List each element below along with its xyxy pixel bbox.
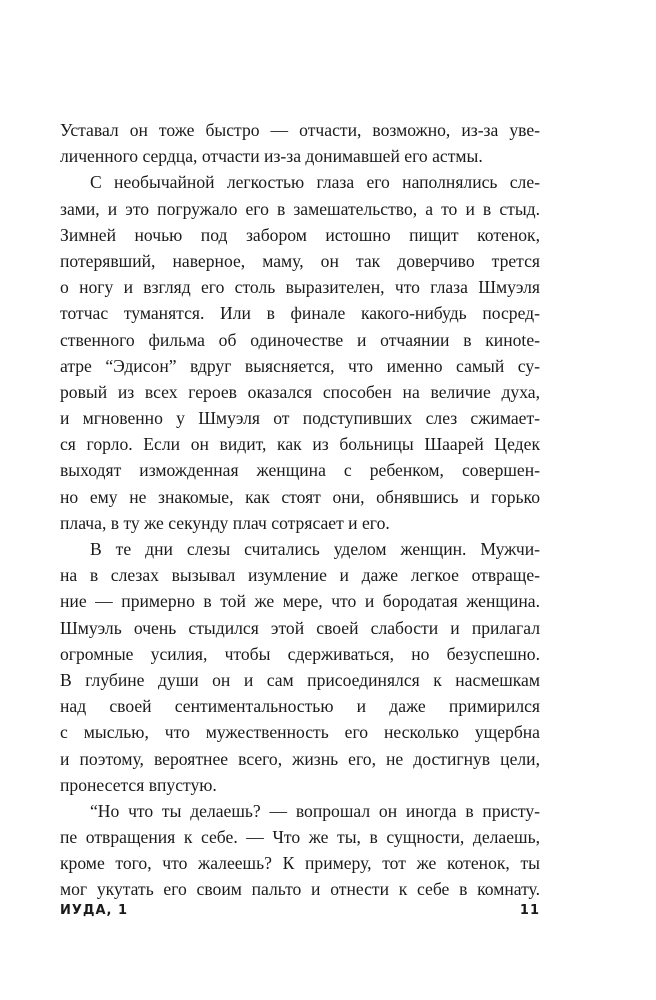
text-line: кроме того, что жалеешь? К примеру, тот же котенок, ты <box>60 853 540 874</box>
text-line: ственного фильма об одиночестве и отчаянии в кинote- <box>60 329 540 350</box>
text-line: Уставал он тоже быстро — отчасти, возможно, из-за уве- <box>60 120 540 140</box>
body-text <box>60 117 540 903</box>
text-line: о ногу и взгляд его столь выразителен, что глаза Шмуэля <box>60 277 540 298</box>
text-line: ровый из всех героев оказался способен на величие духа, <box>60 381 540 402</box>
text-line: Зимней ночью под забором истошно пищит котенок, <box>60 224 540 245</box>
text-line: и мгновенно у Шмуэля от подступивших слез сжимает- <box>60 408 540 429</box>
text-line: тотчас туманятся. Или в финале какого-нибудь посред- <box>60 303 540 324</box>
running-head: ИУДА, 1 <box>60 903 129 918</box>
text-line: но ему не знакомые, как стоят они, обнявшись и горько <box>60 486 540 507</box>
text-line: на в слезах вызывал изумление и даже легкое отвраще- <box>60 565 540 586</box>
text-line: С необычайной легкостью глаза его наполнялись сле- <box>90 172 540 193</box>
text-line: ся горло. Если он видит, как из больницы Шаарей Цедек <box>60 434 540 455</box>
text-line: атре “Эдисон” вдруг выясняется, что именно самый су- <box>60 355 540 376</box>
text-line: мог укутать его своим пальто и отнести к себе в комнату. <box>60 879 540 900</box>
text-line: над своей сентиментальностью и даже примирился <box>60 696 540 717</box>
text-line: пронесется впустую. <box>60 774 217 795</box>
page-footer <box>60 903 540 925</box>
text-line: плача, в ту же секунду плач сотрясает и его. <box>60 512 390 533</box>
page-number: 11 <box>519 903 540 918</box>
text-line: пе отвращения к себе. — Что же ты, в сущности, делаешь, <box>60 827 540 848</box>
text-line: В глубине души он и сам присоединялся к насмешкам <box>60 669 540 690</box>
text-line: и поэтому, вероятнее всего, жизнь его, не достигнув цели, <box>60 748 540 769</box>
text-line: с мыслью, что мужественность его несколько ущербна <box>60 722 540 743</box>
text-line: выходят изможденная женщина с ребенком, совершен- <box>60 460 540 481</box>
text-line: В те дни слезы считались уделом женщин. Мужчи- <box>90 539 540 559</box>
text-line: “Но что ты делаешь? — вопрошал он иногда в присту- <box>90 800 540 821</box>
text-line: Шмуэль очень стыдился этой своей слабости и прилагал <box>60 617 540 638</box>
text-line: личенного сердца, отчасти из-за донимавшей его астмы. <box>60 146 483 167</box>
text-line: огромные усилия, чтобы сдерживаться, но безуспешно. <box>60 643 540 664</box>
text-line: зами, и это погружало его в замешательство, а то и в стыд. <box>60 198 540 219</box>
text-line: ние — примерно в той же мере, что и бородатая женщина. <box>60 591 540 612</box>
text-line: потерявший, наверное, маму, он так доверчиво трется <box>60 250 540 271</box>
